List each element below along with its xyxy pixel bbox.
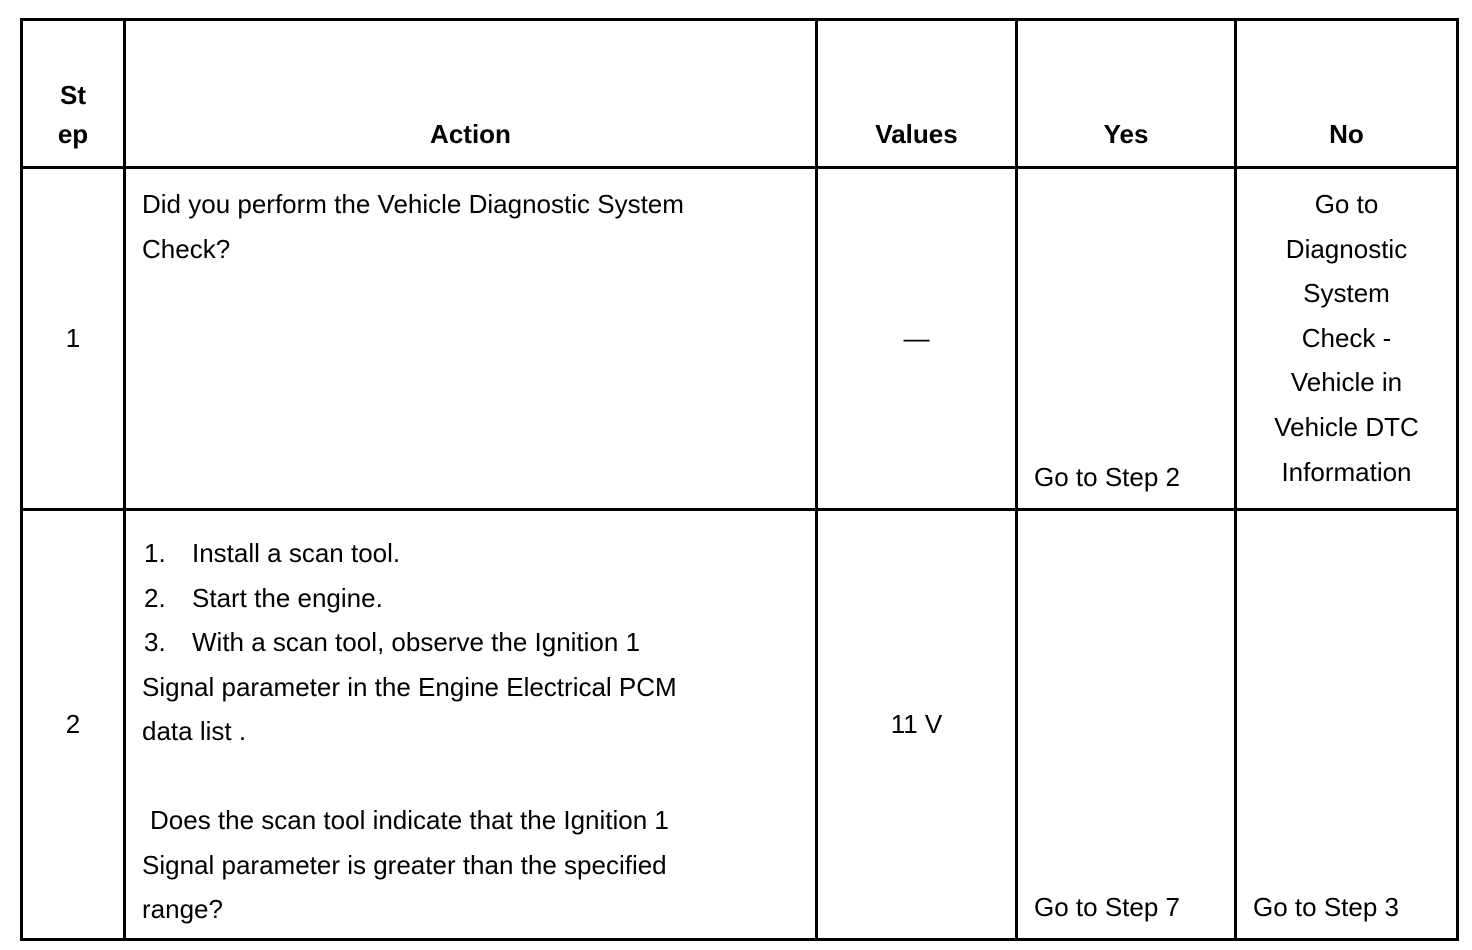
- action-line: Did you perform the Vehicle Diagnostic System: [142, 189, 684, 219]
- header-step: [22, 20, 125, 168]
- header-yes: Yes: [1017, 20, 1236, 168]
- list-item-number: 3.: [144, 627, 166, 658]
- table-row: [22, 168, 1458, 510]
- no-line: Check -: [1301, 322, 1392, 353]
- no-line: System: [1303, 278, 1390, 309]
- action-steps-list: [142, 531, 799, 665]
- value-cell: 11 V: [817, 510, 1017, 940]
- step-number: 1: [22, 168, 125, 510]
- action-cell: [125, 510, 817, 940]
- header-action: Action: [125, 20, 817, 168]
- no-line: Vehicle DTC: [1274, 411, 1419, 442]
- value-cell: —: [817, 168, 1017, 510]
- action-line: Signal parameter in the Engine Electrical PCM: [142, 671, 677, 702]
- table-row: [22, 510, 1458, 940]
- header-values: Values: [817, 20, 1017, 168]
- list-item-text: Start the engine.: [192, 582, 383, 613]
- question-line: Does the scan tool indicate that the Ignition 1: [150, 804, 669, 835]
- spacer: [142, 754, 799, 798]
- action-line: data list .: [142, 716, 247, 747]
- no-line: Information: [1281, 456, 1412, 487]
- list-item: [142, 620, 799, 665]
- header-step-line1: St: [60, 80, 86, 110]
- list-item-number: 1.: [144, 538, 166, 568]
- no-line: Diagnostic: [1285, 233, 1408, 264]
- header-no: No: [1236, 20, 1458, 168]
- step-number: 2: [22, 510, 125, 940]
- no-line: Vehicle in: [1290, 367, 1403, 398]
- question-line: Signal parameter is greater than the specified: [142, 849, 667, 880]
- no-cell: [1236, 168, 1458, 510]
- question-line: range?: [142, 894, 223, 925]
- diagnostic-table: [20, 18, 1459, 941]
- yes-cell: Go to Step 2: [1017, 168, 1236, 510]
- no-cell: Go to Step 3: [1236, 510, 1458, 940]
- action-line: Check?: [142, 233, 231, 264]
- list-item: [142, 531, 799, 576]
- list-item: [142, 576, 799, 621]
- list-item-text: Install a scan tool.: [192, 538, 401, 568]
- no-line: Go to: [1314, 189, 1379, 219]
- action-cell: [125, 168, 817, 510]
- header-row: [22, 20, 1458, 168]
- header-step-line2: ep: [57, 119, 89, 149]
- yes-cell: Go to Step 7: [1017, 510, 1236, 940]
- list-item-text: With a scan tool, observe the Ignition 1: [192, 627, 641, 658]
- list-item-number: 2.: [144, 582, 166, 613]
